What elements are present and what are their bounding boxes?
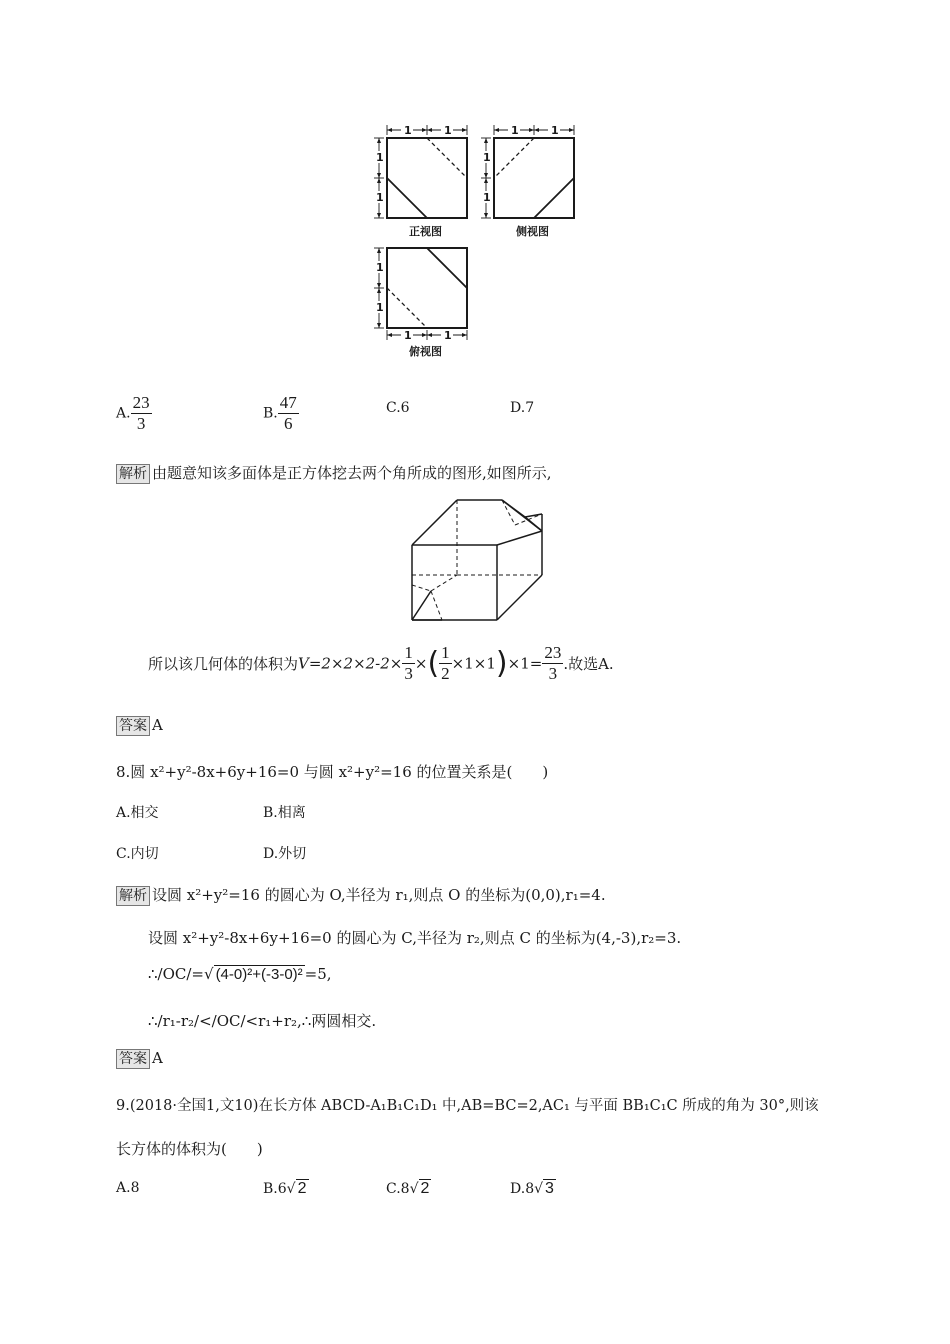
q8-analysis-line2: 设圆 x²+y²-8x+6y+16=0 的圆心为 C,半径为 r₂,则点 C 的坐标为(4,-3),r₂=3.: [148, 929, 682, 947]
front-view-dashed-edge: [427, 138, 467, 178]
dim-label: 1: [404, 329, 412, 342]
dim-label: 1: [511, 124, 519, 137]
q7-option-d: D.7: [510, 400, 535, 416]
dim-label: 1: [551, 124, 559, 137]
q9-question-line1: 9.(2018·全国1,文10)在长方体 ABCD-A₁B₁C₁D₁ 中,AB=BC=2,AC₁ 与平面 BB₁C₁C 所成的角为 30°,则该: [116, 1098, 819, 1114]
dim-label: 1: [483, 191, 491, 204]
q7-option-c: C.6: [386, 400, 410, 416]
dim-label: 1: [444, 329, 452, 342]
q7-option-b: B. $\frac{47}{6}$: [263, 393, 297, 433]
side-view-dashed-edge: [494, 138, 534, 178]
top-view-dashed-edge: [387, 288, 427, 328]
q8-analysis: 解析 设圆 x²+y²=16 的圆心为 O,半径为 r₁,则点 O 的坐标为(0,0),r₁=4.: [116, 884, 606, 906]
front-view-square: [387, 138, 467, 218]
q8-question: 8.圆 x²+y²-8x+6y+16=0 与圆 x²+y²=16 的位置关系是( ): [116, 763, 549, 781]
top-view-label: 俯视图: [409, 345, 442, 358]
q9-option-d: D.8√ 3: [510, 1180, 554, 1197]
top-view-square: [387, 248, 467, 328]
polyhedron-figure: [405, 493, 553, 628]
q8-option-c: C.内切: [116, 846, 159, 862]
top-view-solid-edge: [427, 248, 467, 288]
q9-question-line2: 长方体的体积为( ): [116, 1140, 263, 1158]
q7-answer: 答案 A: [116, 716, 163, 736]
q8-option-d: D.外切: [263, 846, 307, 862]
answer-tag: 答案: [116, 1049, 150, 1069]
three-view-figure: [370, 118, 585, 366]
side-view-solid-edge: [534, 178, 574, 218]
q8-answer: 答案 A: [116, 1049, 163, 1069]
q7-analysis: 解析 由题意知该多面体是正方体挖去两个角所成的图形,如图所示,: [116, 462, 552, 484]
answer-tag: 答案: [116, 716, 150, 736]
q7-option-a: A. $\frac{23}{3}$: [116, 393, 150, 433]
q8-analysis-line4: ∴/r₁-r₂/</OC/<r₁+r₂,∴两圆相交.: [148, 1012, 377, 1030]
dim-label: 1: [444, 124, 452, 137]
dim-label: 1: [376, 301, 384, 314]
q7-volume-line: 所以该几何体的体积为V=2×2×2-2× $\frac{1}{3}$ ×( $\frac{1}{2}$ ×1×1)×1= $\frac{23}{3}$ .故选A.: [148, 643, 614, 683]
q8-option-b: B.相离: [263, 805, 306, 821]
q9-option-c: C.8√ 2: [386, 1180, 430, 1197]
dim-label: 1: [376, 191, 384, 204]
side-view-square: [494, 138, 574, 218]
q9-option-a: A.8: [116, 1180, 140, 1196]
front-view-label: 正视图: [409, 225, 442, 238]
dim-label: 1: [404, 124, 412, 137]
side-view-label: 侧视图: [516, 225, 549, 238]
dim-label: 1: [376, 261, 384, 274]
q8-analysis-line3: ∴/OC/=√ (4-0)²+(-3-0)² =5,: [148, 965, 332, 983]
front-view-solid-edge: [387, 178, 427, 218]
analysis-tag: 解析: [116, 464, 150, 484]
dim-label: 1: [483, 151, 491, 164]
q9-option-b: B.6√ 2: [263, 1180, 307, 1197]
q8-option-a: A.相交: [116, 805, 159, 821]
analysis-tag: 解析: [116, 886, 150, 906]
dim-label: 1: [376, 151, 384, 164]
